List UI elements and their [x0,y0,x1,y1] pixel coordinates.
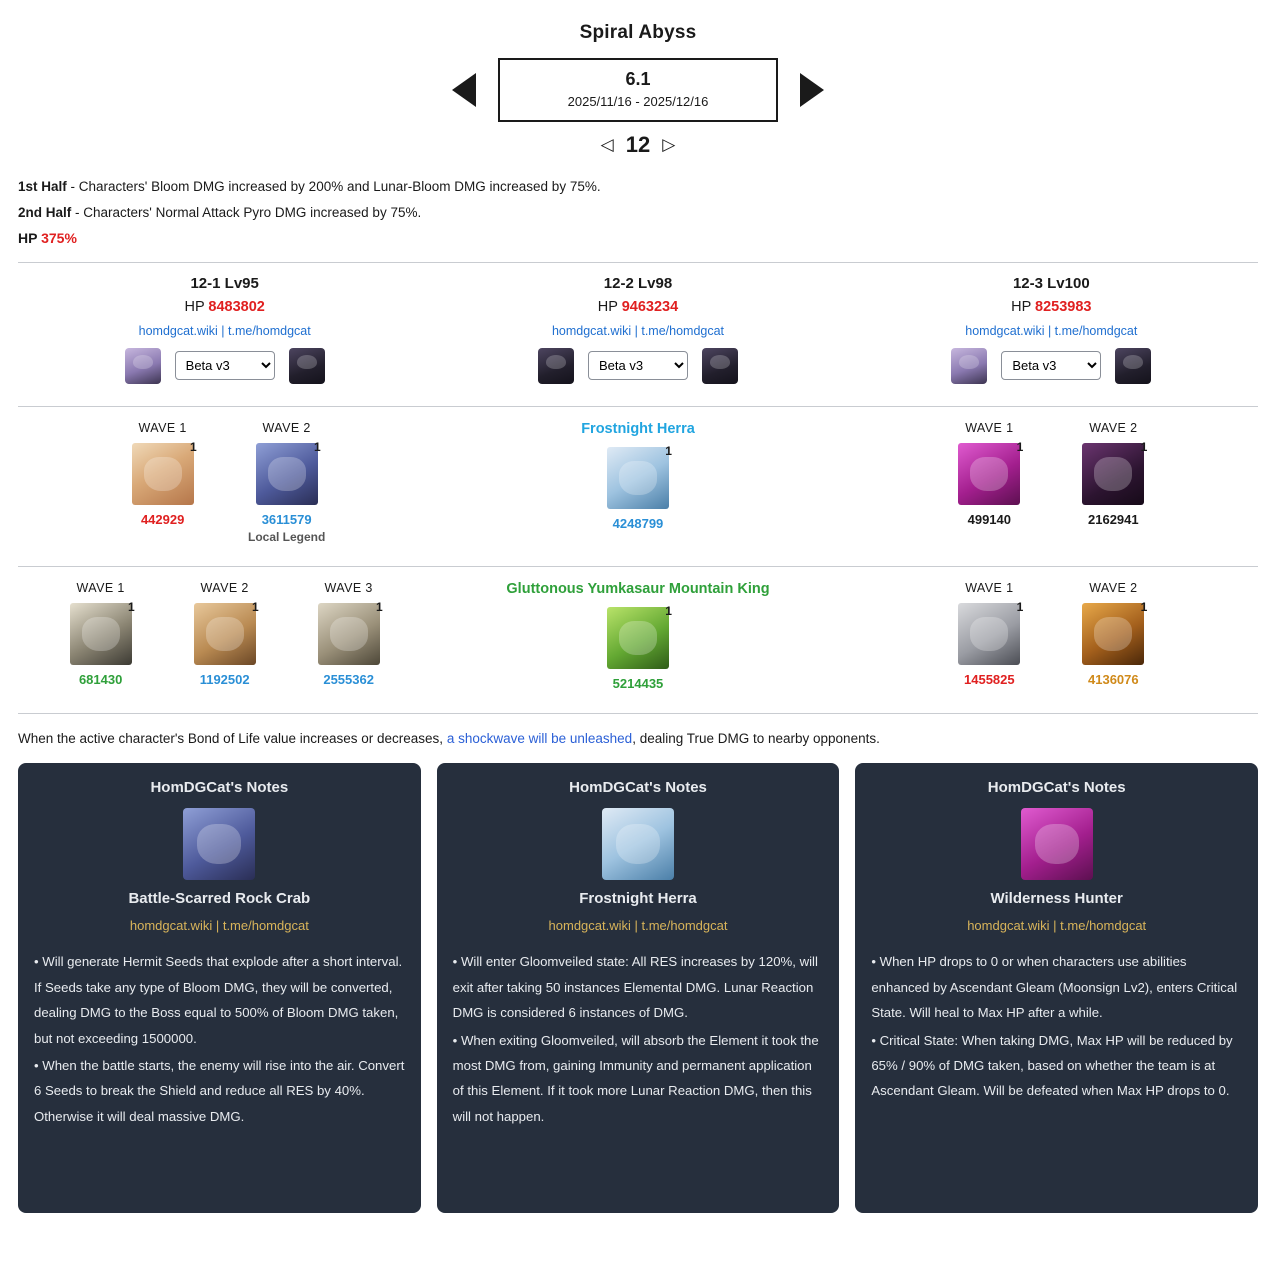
second-half-enemies [18,567,1258,703]
wiki-link[interactable]: homdgcat.wiki | t.me/homdgcat [967,918,1147,934]
monster-thumb[interactable] [256,439,321,505]
monster-count: 1 [1016,599,1024,614]
chamber-3 [845,263,1258,396]
wave-item [1065,581,1161,687]
monster-icon[interactable] [1082,443,1144,505]
wiki-link[interactable]: homdgcat.wiki | t.me/homdgcat [965,323,1138,338]
monster-hp: 681430 [78,671,123,687]
monster-portrait-icon [183,808,255,880]
floor-number: 12 [625,132,651,157]
beta-version-select[interactable] [1001,351,1101,380]
monster-hp: 5214435 [612,675,664,691]
monster-thumb[interactable] [70,599,135,665]
chamber-hp-label: HP [1011,298,1032,315]
ley-line-disorder [18,714,1258,754]
version-selector [18,58,1258,122]
version-number: 6.1 [625,69,651,89]
note-title: Battle-Scarred Rock Crab [128,890,311,908]
chamber-title: 12-2 Lv98 [603,274,673,292]
wave-item [53,581,149,687]
note-line: • Will generate Hermit Seeds that explode after a short interval. If Seeds take any type of Bloom DMG, they will be converted, dealing DMG to the Boss equal to 500% of Bloom DMG taken, but not exceeding 1500000. [34,954,403,1046]
monster-hp: 1455825 [964,671,1015,687]
monster-count: 1 [251,599,259,614]
wave-label: WAVE 2 [1089,420,1138,435]
wave-label: WAVE 1 [965,580,1014,595]
prev-floor-button[interactable]: ◁ [600,135,614,154]
wave-label: WAVE 2 [262,420,311,435]
monster-icon[interactable] [607,607,669,669]
character-avatar-left[interactable] [125,348,161,384]
note-card-herra [437,763,840,1213]
monster-icon[interactable] [607,447,669,509]
monster-hp: 3611579 [261,511,312,527]
wave-list [845,421,1258,527]
wave-item [941,581,1037,687]
first-half-enemies [18,407,1258,556]
monster-icon[interactable] [958,443,1020,505]
character-avatar-right[interactable] [1115,348,1151,384]
note-body [871,949,1242,1103]
monster-thumb[interactable] [1082,439,1148,505]
next-version-button[interactable] [800,73,824,107]
chamber-hp-value: 8483802 [208,298,265,315]
chamber-title: 12-1 Lv95 [190,274,259,292]
chamber-title: 12-3 Lv100 [1012,274,1090,292]
note-card-hunter [855,763,1258,1213]
monster-icon[interactable] [1082,603,1144,665]
monster-count: 1 [665,603,672,618]
wave-label: WAVE 3 [324,580,373,595]
monster-count: 1 [313,439,321,454]
wave-label: WAVE 1 [138,420,187,435]
wiki-link[interactable]: homdgcat.wiki | t.me/homdgcat [548,918,728,934]
hp-value: 375% [41,230,77,247]
prev-version-button[interactable] [452,73,476,107]
second-half-label: 2nd Half [18,204,72,220]
monster-thumb[interactable] [194,599,259,665]
monster-portrait-icon [1021,808,1093,880]
monster-icon[interactable] [318,603,380,665]
next-floor-button[interactable]: ▷ [662,135,676,154]
wave-list [845,581,1258,687]
monster-thumb[interactable] [607,603,672,669]
wiki-link[interactable]: homdgcat.wiki | t.me/homdgcat [551,323,725,338]
wave-item [115,421,211,544]
wave-label: WAVE 1 [965,420,1014,435]
chamber-headers [18,263,1258,396]
wave-list [18,421,431,544]
leyline-post: , dealing True DMG to nearby opponents. [632,730,880,746]
monster-thumb[interactable] [132,439,197,505]
wave-label: WAVE 2 [200,580,249,595]
monster-count: 1 [127,599,135,614]
monster-hp: 1192502 [199,671,250,687]
floor-hp-multiplier [18,225,1258,252]
monster-count: 1 [665,443,672,458]
chamber-controls [18,348,431,384]
monster-icon[interactable] [256,443,318,505]
hp-label: HP [18,230,38,247]
second-half-chamber-1 [18,581,431,691]
wave-item [941,421,1037,527]
beta-version-select[interactable] [175,351,275,380]
monster-count: 1 [189,439,197,454]
note-line: • Critical State: When taking DMG, Max HP will be reduced by 65% / 90% of DMG taken, based on whether the team is at Ascendant Gleam. Will be defeated when Max HP drops to 0. [871,1032,1233,1099]
chamber-hp [18,299,431,315]
character-avatar-left[interactable] [538,348,574,384]
wave-label: WAVE 2 [1089,580,1138,595]
note-line: • When HP drops to 0 or when characters use abilities enhanced by Ascendant Gleam (Moonsign Lv2), enters Critical State. Will heal to Max HP after a while. [871,954,1238,1021]
first-half-chamber-1 [18,421,431,544]
notes-section [18,753,1258,1229]
chamber-hp-value: 8253983 [1035,298,1092,315]
chamber-controls [845,348,1258,384]
leyline-pre: When the active character's Bond of Life value increases or decreases, [18,730,447,746]
character-avatar-left[interactable] [951,348,987,384]
note-body [453,949,824,1128]
chamber-1 [18,263,431,396]
wave-list [18,581,431,687]
monster-hp: 4136076 [1088,671,1139,687]
note-line: • When the battle starts, the enemy will rise into the air. Convert 6 Seeds to break the Shield and reduce all RES by 40%. Otherwise it will deal massive DMG. [34,1057,405,1124]
wiki-link[interactable]: homdgcat.wiki | t.me/homdgcat [138,323,311,338]
monster-icon[interactable] [194,603,256,665]
monster-icon[interactable] [958,603,1020,665]
note-header: HomDGCat's Notes [569,779,707,797]
first-half-text: - Characters' Bloom DMG increased by 200% and Lunar-Bloom DMG increased by 75%. [66,179,601,194]
monster-thumb[interactable] [958,599,1024,665]
second-half-text: - Characters' Normal Attack Pyro DMG increased by 75%. [71,204,422,220]
version-display [498,58,778,122]
wave-item [239,421,335,544]
floor-buffs [18,174,1258,252]
version-date-range: 2025/11/16 - 2025/12/16 [567,94,709,109]
boss-thumb-wrap [431,603,844,691]
monster-count: 1 [1140,439,1148,454]
boss-name: Gluttonous Yumkasaur Mountain King [506,580,770,597]
first-half-chamber-3 [845,421,1258,544]
wiki-link[interactable]: homdgcat.wiki | t.me/homdgcat [129,918,309,934]
chamber-controls [431,348,844,384]
character-avatar-right[interactable] [702,348,738,384]
monster-hp: 499140 [967,511,1011,527]
chamber-hp [845,299,1258,315]
first-half-chamber-2 [431,421,844,544]
monster-count: 1 [1016,439,1024,454]
wave-item [301,581,397,687]
wave-label: WAVE 1 [76,580,125,595]
note-body [34,949,405,1128]
note-header: HomDGCat's Notes [150,779,289,797]
beta-version-select[interactable] [588,351,688,380]
note-title: Wilderness Hunter [990,890,1123,908]
monster-portrait-icon [602,808,674,880]
monster-hp: 442929 [140,511,185,527]
monster-hp: 2162941 [1088,511,1139,527]
boss-thumb-wrap [431,443,844,531]
monster-count: 1 [1140,599,1148,614]
note-line: • Will enter Gloomveiled state: All RES increases by 120%, will exit after taking 50 instances Elemental DMG. Lunar Reaction DMG is considered 6 instances of DMG. [452,954,818,1021]
second-half-chamber-2 [431,581,844,691]
floor-selector [18,132,1258,158]
monster-thumb[interactable] [958,439,1024,505]
boss-name: Frostnight Herra [581,420,695,437]
monster-hp: 2555362 [323,671,374,687]
note-title: Frostnight Herra [579,890,697,908]
wave-item [1065,421,1161,527]
chamber-hp [431,299,844,315]
first-half-label: 1st Half [18,179,67,194]
page-title: Spiral Abyss [579,22,697,43]
note-card-crab [18,763,421,1213]
monster-icon[interactable] [132,443,194,505]
wave-item [177,581,273,687]
chamber-hp-label: HP [184,298,205,315]
note-line: • When exiting Gloomveiled, will absorb the Element it took the most DMG from, gaining Immunity and permanent application of this Element. If it took more Lunar Reaction DMG, then this will not happen. [452,1032,819,1124]
monster-count: 1 [375,599,383,614]
monster-icon[interactable] [70,603,132,665]
chamber-hp-label: HP [597,298,618,315]
chamber-2 [431,263,844,396]
chamber-hp-value: 9463234 [621,298,679,315]
leyline-link[interactable]: a shockwave will be unleashed [446,730,633,746]
monster-hp: 4248799 [612,515,664,531]
second-half-chamber-3 [845,581,1258,691]
monster-subtitle: Local Legend [247,529,326,544]
monster-thumb[interactable] [607,443,672,509]
second-half-buff [18,200,1258,226]
character-avatar-right[interactable] [289,348,325,384]
first-half-buff [18,174,1258,200]
note-header: HomDGCat's Notes [987,779,1126,797]
monster-thumb[interactable] [318,599,383,665]
monster-thumb[interactable] [1082,599,1148,665]
